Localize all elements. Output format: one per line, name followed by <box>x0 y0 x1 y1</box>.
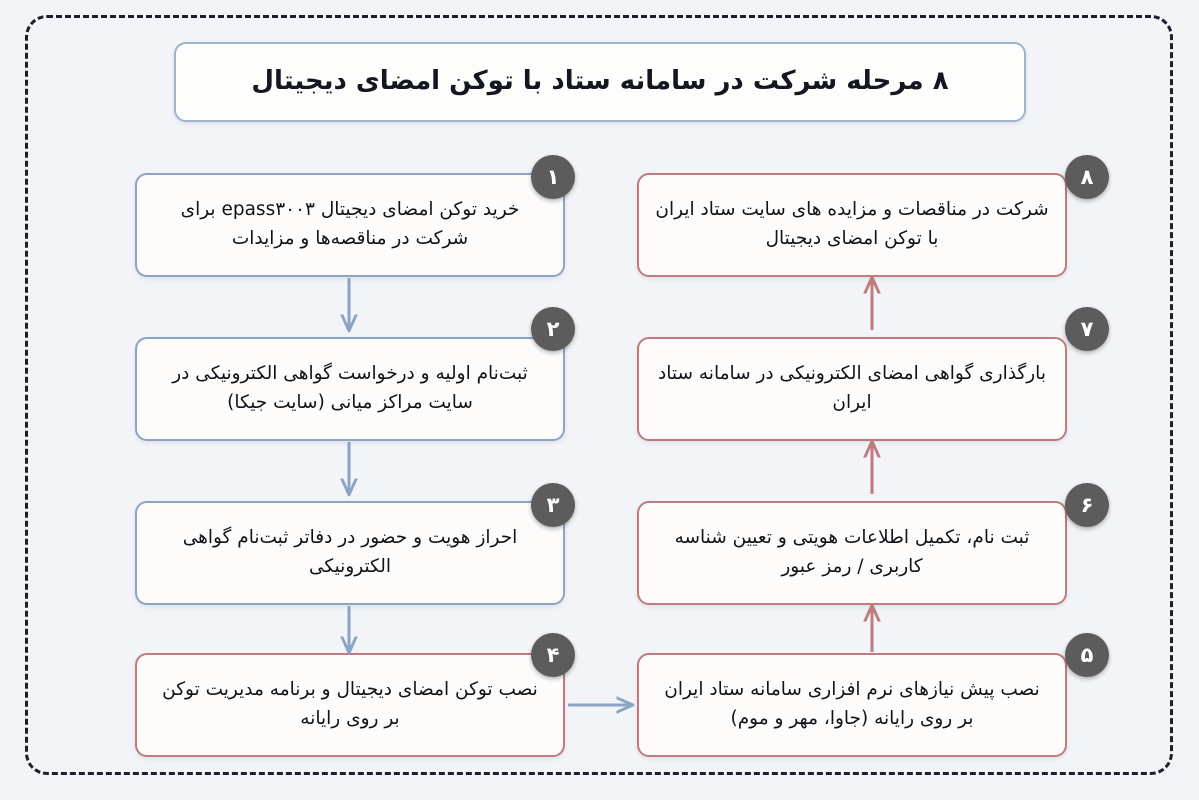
step-number-8: ۸ <box>1080 165 1094 189</box>
step-badge-6 <box>1065 483 1109 527</box>
step-label-7: بارگذاری گواهی امضای الکترونیکی در سامانه ستاد ایران <box>658 363 1046 413</box>
step-number-3: ۳ <box>546 493 560 517</box>
step-badge-2 <box>531 307 575 351</box>
chart-title: ۸ مرحله شرکت در سامانه ستاد با توکن امضای دیجیتال <box>251 66 949 97</box>
step-label-3: احراز هویت و حضور در دفاتر ثبت‌نام گواهی الکترونیکی <box>182 527 518 577</box>
step-badge-5 <box>1065 633 1109 677</box>
step-number-2: ۲ <box>546 317 560 341</box>
step-badge-4 <box>531 633 575 677</box>
step-badge-8 <box>1065 155 1109 199</box>
step-badge-7 <box>1065 307 1109 351</box>
step-number-6: ۶ <box>1080 493 1094 517</box>
step-label-4: نصب توکن امضای دیجیتال و برنامه مدیریت توکن بر روی رایانه <box>162 679 538 729</box>
step-label-1: خرید توکن امضای دیجیتال epass۳۰۰۳ برای شرکت در مناقصه‌ها و مزایدات <box>180 199 520 249</box>
step-label-2: ثبت‌نام اولیه و درخواست گواهی الکترونیکی در سایت مراکز میانی (سایت جیکا) <box>172 363 528 413</box>
step-number-1: ۱ <box>546 165 560 189</box>
step-badge-3 <box>531 483 575 527</box>
step-number-7: ۷ <box>1080 317 1094 341</box>
step-number-5: ۵ <box>1080 643 1094 667</box>
step-label-8: شرکت در مناقصات و مزایده های سایت ستاد ایران با توکن امضای دیجیتال <box>655 199 1049 249</box>
step-number-4: ۴ <box>546 643 560 667</box>
step-label-5: نصب پیش نیازهای نرم افزاری سامانه ستاد ایران بر روی رایانه (جاوا، مهر و موم) <box>664 679 1040 729</box>
step-badge-1 <box>531 155 575 199</box>
step-label-6: ثبت نام، تکمیل اطلاعات هویتی و تعیین شناسه کاربری / رمز عبور <box>674 527 1030 577</box>
